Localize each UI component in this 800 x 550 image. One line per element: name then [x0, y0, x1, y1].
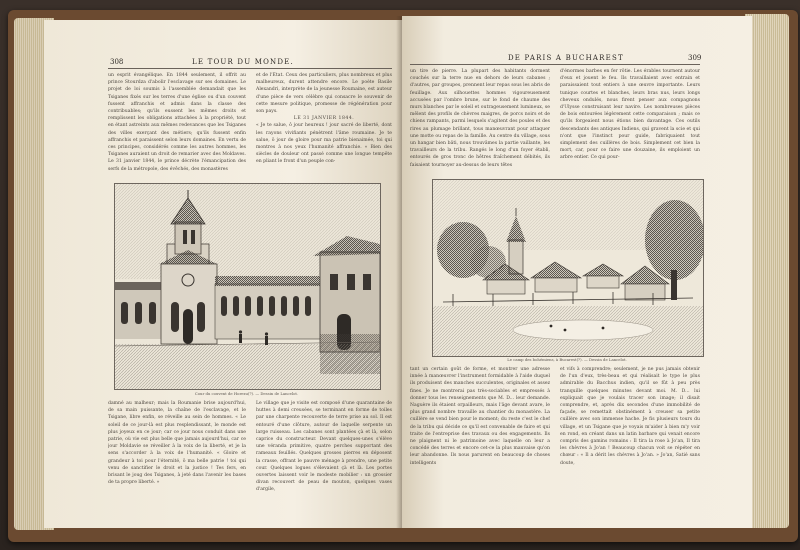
right-plate-caption: Le camp des bohémiens, à Bucarest(?). — Dessin de Lancelot. — [507, 357, 627, 362]
left-page — [44, 20, 402, 528]
engraving-monastery-courtyard — [114, 183, 381, 390]
monastery-illustration — [115, 184, 380, 389]
right-page — [402, 16, 752, 528]
right-col1-bottom — [410, 366, 550, 516]
left-head-rule — [108, 68, 392, 69]
right-col1-top — [410, 68, 550, 180]
right-head-rule — [410, 64, 700, 65]
left-col2-bottom — [256, 400, 392, 518]
left-col1-bottom-text: damné au malheur; mais la Roumanie brise aujourd'hui, de sa main puissante, la chaîne de l'esclavage, et le Tsigane, libre enfin, se réveille au sein de hommes. « Le soleil de ce jour-là est plus resplendissant, le monde est plus joyeux en ce jour; car ce jour nous conduit dans une patrie, où vie est plus belle que jamais aujourd'hui, car ce jour Moldavie se réveiller à la voix de la liberté, et je la sens s'accorder à la voix de l'humanité. « Gloire et grandeur à toi pour l'éternité, ô ma belle patrie ! toi qui venu de sanctifier le droit et la justice ! Tes fers, en brisant le joug des Tsiganes, à jeté dans l'avenir les bases de ta propre liberté. » — [108, 401, 246, 486]
left-plate-caption: Cour du couvent de Horezu(?). — Dessin de Lancelot. — [194, 391, 299, 396]
right-col2-top — [560, 68, 700, 180]
right-col1-bottom-text: tant un certain goût de forme, et montrer une adresse innée à manœuvrer l'instrument formidable à l'aide duquel ils produisent des manches succulentes, originales et assez fines. Je ne montrerai pas très-sociables et empressés à donner tous les renseignements que M. D... leur demande. Naguère ils étaient orpailleurs, mais l'âge devant avare, le plus grand nombre travaille au chantier du monastère. La cuillère se vend bien pour le moment; du reste c'est le chef de la tribu qui décide ce qu'il est convenable de faire et qui traite de l'entreprise des travaux ou des engagements. Ils ne plaignent ni le patrimoine avec laquelle on leur a concédé des terres et encore cet-ce la plus mauvaise qu'on leur abandonne. Ils nous parurent en beaucoup de choses intelligents — [410, 367, 550, 466]
left-col1-top-text: un esprit évangélique. En 1844 seulement, il offrit au prince Stourdza d'abolir l'esclavage sur ses domaines. Le projet de loi soumis à l'assemblée demandait que les Tsiganes fixés sur les terres d'une église ou d'un couvent fussent affranchis et admis dans la classe des contribuables; qu'ils eussent les mêmes droits et remplissent les obligations attachées à la propriété, tout en étant astreints aux mêmes redevances que les Tsiganes des villes exerçant des métiers; qu'ils fussent enfin affranchis et paraissent selon leurs domaines. En vertu de ces principes, considérés comme les autres hommes, les Tsiganes auraient un droit de remarier avec des Moldaves. Le 31 janvier 1844, le prince décrète l'émancipation des serfs de la métropole, des évêchés, des monastères — [108, 73, 246, 172]
gypsy-camp-illustration — [433, 180, 703, 356]
right-col1-top-text: un tire de pierre. La plupart des habitants dorment couchés sur la terre nue en dehors de leurs cabanes ; d'autres, par groupes, prennent leur repas sous les abris de feuillage. Aux silhouettes hommes vigoureusement accusées par l'ombre brune, sur le fond de chaume des murs blanches par le soleil et outrageusement lumineux, se mêlent des profils de chèvres maigres, de porcs noirs et de chiens rampants, parmi lesquels s'agitent des poules et des rires au plumage brillant, tous manœuvrant pour attaquer une motte ou repas de la famille. Au centre du village, sous un hangar bien bâti, nous trouvâmes la partie vaillante, les travailleurs de la tribu. Rangés le long d'un foyer établi, entourés de gros tronc de hêtres fraîchement débités, ils faisaient tournoyer au-dessus de leurs têtes — [410, 69, 550, 168]
right-running-head: DE PARIS A BUCHAREST — [508, 54, 624, 62]
right-col2-top-text: d'énormes barbes en fer rôtie. Les érables tournent autour d'eux et jouent le feu. Ils travaillaient avec entrain et paraissaient tout entiers à une œuvre importante. Leurs tunique courtes et blanches, leurs bras nus, leurs longs cheveux ondulés, nous firent penser aux compagnons d'Ulysse construisant leur navire. Les nombreuses pièces de bois entourées légèrement cette comparaison ; mais ce qu'ils forgeaient nous étions bien davantage. Ces outils descendants des antiques Indiens, qui gravent la scie et qui n'ont que l'instinct pour guide, fabriquaient tout simplement des cuillères de bois. Simplement cet bien la mort, car, pour ce faire une douzaine, ils emploient un arbre entier. Ce qui pour- — [560, 69, 700, 161]
left-col2-dateline: LE 31 JANVIER 1844. — [293, 116, 355, 122]
engraving-gypsy-camp — [432, 179, 704, 357]
left-col1-bottom — [108, 400, 246, 518]
right-col2-bottom — [560, 366, 700, 516]
left-col2-top — [256, 72, 392, 192]
right-col2-bottom-text: et vifs à comprendre; seulement, je ne pus jamais obtenir de l'un d'eux, très-beau et qui réalisait le type le plus admirable du Bacchus indien, qu'il se fût à peu près tranquille quelques minutes devant moi. M. D... lui expliquait que je voulais tracer son image; il disait comprendre, et, après dix secondes d'une immobilité de façade, se remettait obstinément à creuser sa petite cuillère avec son immense hache. Je fis plusieurs tours du village, et un Tsigane que je voyais m'aider à bien m'y voir en rond, en créant dans un latin barbare qui venait encore compris des gamins romains : Il tira la rose à Jo'an, Il tira les chèvres à Jo'an ! Beaucoup chacun voit se répéter en chœur : « Il a dérit les chèvres à Jo'an. » Jo'an, Satié sans doute, — [560, 367, 700, 466]
left-col1-top — [108, 72, 246, 192]
left-col2-bottom-text: Le village que je visite est composé d'une quarantaine de huttes à demi creusées, se terminant en forme de toiles par une charpente recouverte de terre prise au sol. Il est entouré d'une clôture, autour de laquelle serpente un large ruisseau. Les cabanes sont plantées çà et là, selon caprice du constructeur. Devant quelques-unes s'élève une véranda primitive, quatre perches supportant des rameaux feuillés. Quelques grosses pierres en déposent la crasse, offrant le pauvre ménage à prendre, une petite cour. Quelques logues s'élevaient çà et là. Les portes ouvertes laissent voir le modeste mobilier : un grossier divan recouvert de peau de mouton, quelques vases d'argile, — [256, 401, 392, 493]
left-col2-after-text: « Je te salue, ô jour heureux ! jour sacré de liberté, dont les rayons vivifiants pénètrent l'âme roumaine. Je te salue, ô jour de gloire pour ma patrie bienaimée, toi qui montres à nos yeux l'humanité affranchie. « Bien des siècles de douleur ont passé comme une longue tempête en pliant le front d'un peuple con- — [256, 123, 392, 165]
left-col2-top-text: et de l'État. Ceux des particuliers, plus nombreux et plus malheureux, durent attendre encore. Le poète Basile Alexandri, interprète de la jeunesse Roumaine, est auteur d'une pièce de vers célèbre qui consacre le souvenir de cette mesure politique, promesse de régénération pour son pays. — [256, 73, 392, 115]
right-page-number: 309 — [688, 54, 702, 62]
left-running-head: LE TOUR DU MONDE. — [192, 58, 294, 66]
left-page-number: 308 — [110, 58, 124, 66]
